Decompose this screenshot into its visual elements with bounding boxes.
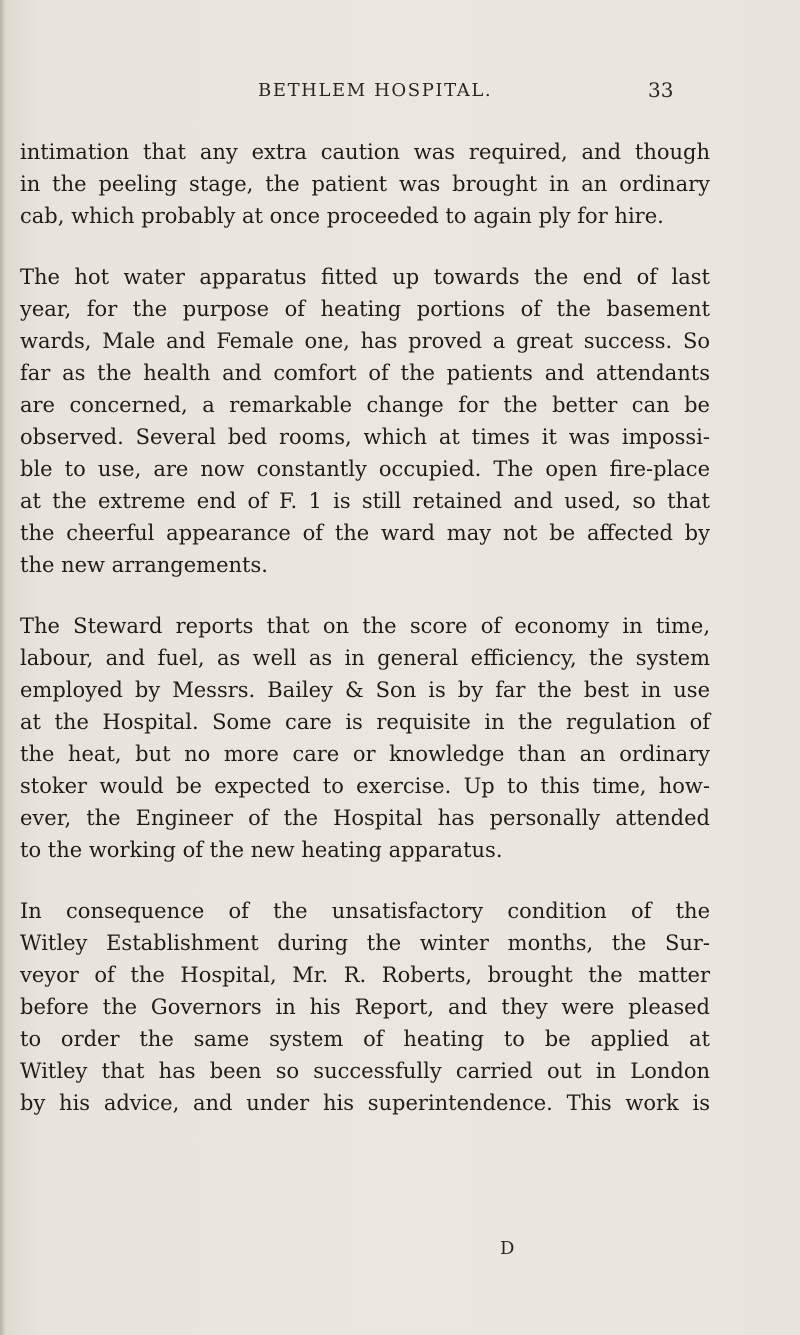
spine-shadow (0, 0, 6, 1335)
text-line: the new arrangements. (20, 553, 268, 577)
text-line: the cheerful appearance of the ward may not be affected by (20, 521, 710, 545)
signature-mark: D (500, 1238, 515, 1259)
text-line: intimation that any extra caution was required, and though (20, 140, 710, 164)
text-line: cab, which probably at once proceeded to again ply for hire. (20, 204, 664, 228)
text-line: by his advice, and under his superintendence. This work is (20, 1091, 710, 1115)
body-text (20, 136, 710, 1119)
page-number: 33 (648, 78, 674, 102)
text-line: veyor of the Hospital, Mr. R. Roberts, brought the matter (20, 963, 710, 987)
text-line: are concerned, a remarkable change for the better can be (20, 393, 710, 417)
text-line: to order the same system of heating to be applied at (20, 1027, 710, 1051)
text-line: Witley that has been so successfully carried out in London (20, 1059, 710, 1083)
text-line: the heat, but no more care or knowledge than an ordinary (20, 742, 710, 766)
text-line: ever, the Engineer of the Hospital has personally attended (20, 806, 710, 830)
text-line: ble to use, are now constantly occupied. The open fire-place (20, 457, 710, 481)
paragraph-1 (20, 136, 710, 232)
text-line: to the working of the new heating apparatus. (20, 838, 503, 862)
text-line: before the Governors in his Report, and they were pleased (20, 995, 710, 1019)
text-line: employed by Messrs. Bailey & Son is by far the best in use (20, 678, 710, 702)
text-line: The Steward reports that on the score of economy in time, (20, 614, 710, 638)
text-line: wards, Male and Female one, has proved a great success. So (20, 329, 710, 353)
text-line: year, for the purpose of heating portions of the basement (20, 297, 710, 321)
text-line: at the extreme end of F. 1 is still retained and used, so that (20, 489, 710, 513)
text-line: stoker would be expected to exercise. Up to this time, how- (20, 774, 710, 798)
text-line: at the Hospital. Some care is requisite in the regulation of (20, 710, 710, 734)
running-head: BETHLEM HOSPITAL. (258, 80, 493, 101)
text-line: Witley Establishment during the winter months, the Sur- (20, 931, 710, 955)
text-line: labour, and fuel, as well as in general efficiency, the system (20, 646, 710, 670)
text-line: The hot water apparatus fitted up towards the end of last (20, 265, 710, 289)
paragraph-4 (20, 895, 710, 1119)
text-line: far as the health and comfort of the patients and attendants (20, 361, 710, 385)
paragraph-3 (20, 610, 710, 866)
text-line: in the peeling stage, the patient was brought in an ordinary (20, 172, 710, 196)
text-line: observed. Several bed rooms, which at times it was impossi- (20, 425, 710, 449)
paragraph-2 (20, 261, 710, 581)
text-line: In consequence of the unsatisfactory condition of the (20, 899, 710, 923)
